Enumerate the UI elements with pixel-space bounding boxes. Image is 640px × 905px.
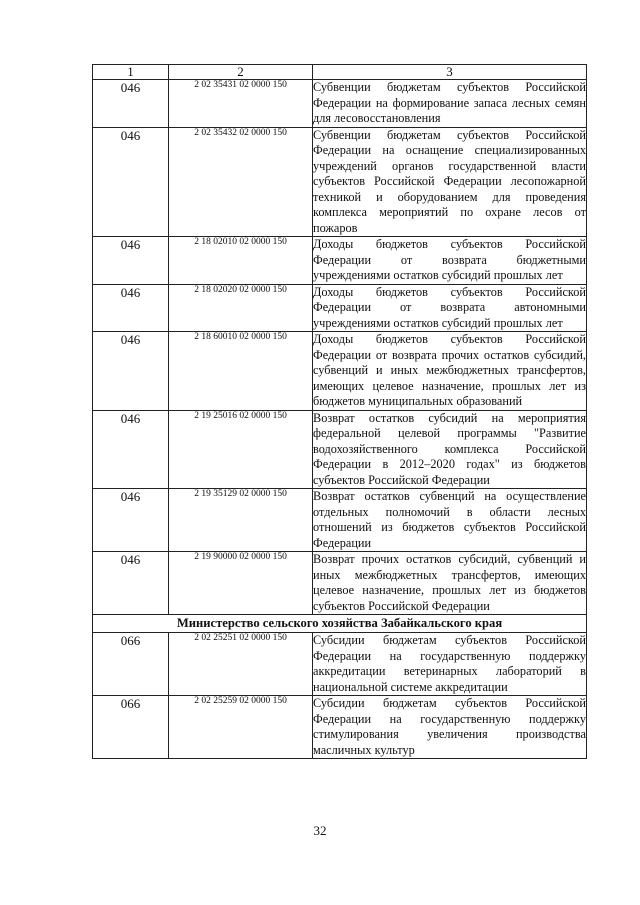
revenue-name-cell: Субвенции бюджетам субъектов Российской Федерации на оснащение специализированных учреждений органов государственной власти субъектов Российской Федерации лесопожарной техникой и оборудованием для проведения комплекса мероприятий по охране лесов от пожаров xyxy=(313,127,586,235)
revenue-code-cell: 2 18 02010 02 0000 150 xyxy=(169,237,313,285)
table-row xyxy=(93,489,587,552)
section-header-row xyxy=(93,615,587,633)
admin-code-cell: 066 xyxy=(93,633,169,696)
table-row xyxy=(93,332,587,411)
revenue-name-cell: Возврат прочих остатков субсидий, субвенций и иных межбюджетных трансфертов, имеющих целевое назначение, прошлых лет из бюджетов субъектов Российской Федерации xyxy=(313,552,586,613)
revenue-code-cell: 2 19 35129 02 0000 150 xyxy=(169,489,313,552)
admin-code-cell: 046 xyxy=(93,552,169,615)
revenue-code-cell: 2 02 35431 02 0000 150 xyxy=(169,80,313,128)
column-header-3: 3 xyxy=(313,65,587,80)
admin-code-cell: 066 xyxy=(93,696,169,759)
column-header-2: 2 xyxy=(169,65,313,80)
revenue-name-cell: Доходы бюджетов субъектов Российской Федерации от возврата прочих остатков субсидий, субвенций и иных межбюджетных трансфертов, имеющих целевое назначение, прошлых лет из бюджетов муниципальных образований xyxy=(313,332,586,408)
revenue-name-cell: Субсидии бюджетам субъектов Российской Федерации на государственную поддержку аккредитации ветеринарных лабораторий в национальной системе аккредитации xyxy=(313,633,586,694)
admin-code-cell: 046 xyxy=(93,410,169,489)
revenue-code-cell: 2 18 60010 02 0000 150 xyxy=(169,332,313,411)
table-row xyxy=(93,696,587,759)
admin-code-cell: 046 xyxy=(93,332,169,411)
admin-code-cell: 046 xyxy=(93,237,169,285)
table-header-row xyxy=(93,65,587,80)
table-row xyxy=(93,80,587,128)
revenue-name-cell: Доходы бюджетов субъектов Российской Федерации от возврата бюджетными учреждениями остатков субсидий прошлых лет xyxy=(313,237,586,282)
revenue-code-cell: 2 19 90000 02 0000 150 xyxy=(169,552,313,615)
page-number: 32 xyxy=(313,823,327,838)
revenue-name-cell: Субсидии бюджетам субъектов Российской Федерации на государственную поддержку стимулирования увеличения производства масличных культур xyxy=(313,696,586,757)
admin-code-cell: 046 xyxy=(93,284,169,332)
admin-code-cell: 046 xyxy=(93,80,169,128)
column-header-1: 1 xyxy=(93,65,169,80)
admin-code-cell: 046 xyxy=(93,127,169,237)
revenue-name-cell: Возврат остатков субсидий на мероприятия федеральной целевой программы "Развитие водохозяйственного комплекса Российской Федерации в 2012–2020 годах" из бюджетов субъектов Российской Федерации xyxy=(313,410,586,487)
table-row xyxy=(93,127,587,237)
revenue-name-cell: Доходы бюджетов субъектов Российской Федерации от возврата автономными учреждениями остатков субсидий прошлых лет xyxy=(313,284,586,330)
table-row xyxy=(93,410,587,489)
revenue-code-cell: 2 02 25259 02 0000 150 xyxy=(169,696,313,759)
revenue-name-cell: Возврат остатков субвенций на осуществление отдельных полномочий в области лесных отношений из бюджетов субъектов Российской Федерации xyxy=(313,489,586,550)
table-row xyxy=(93,237,587,285)
admin-code-cell: 046 xyxy=(93,489,169,552)
revenue-code-cell: 2 18 02020 02 0000 150 xyxy=(169,284,313,332)
revenue-codes-table xyxy=(92,64,587,759)
section-title: Министерство сельского хозяйства Забайкальского края xyxy=(93,615,587,633)
revenue-code-cell: 2 02 25251 02 0000 150 xyxy=(169,633,313,696)
table-row xyxy=(93,633,587,696)
revenue-code-cell: 2 02 35432 02 0000 150 xyxy=(169,127,313,237)
revenue-code-cell: 2 19 25016 02 0000 150 xyxy=(169,410,313,489)
revenue-name-cell: Субвенции бюджетам субъектов Российской Федерации на формирование запаса лесных семян для лесовосстановления xyxy=(313,80,586,125)
table-row xyxy=(93,552,587,615)
table-row xyxy=(93,284,587,332)
